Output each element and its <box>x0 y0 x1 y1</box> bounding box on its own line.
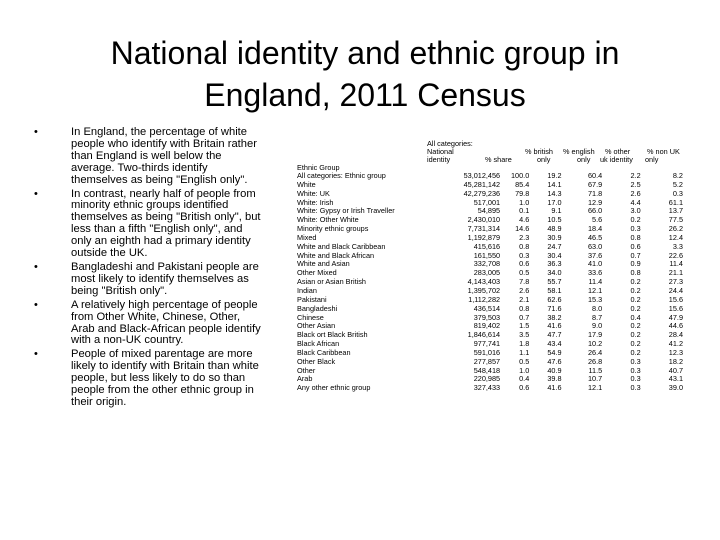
cell-pct-other-uk: 0.2 <box>630 330 641 340</box>
bullet-item <box>34 349 266 409</box>
cell-ethnic-group: Bangladeshi <box>297 303 338 313</box>
cell-pct-british-only: 47.7 <box>547 330 562 340</box>
cell-pct-british-only: 24.7 <box>547 241 562 251</box>
cell-ethnic-group: Other Mixed <box>297 268 337 278</box>
cell-pct-share: 1.8 <box>519 339 530 349</box>
header-uk-identity: uk identity <box>600 155 633 164</box>
cell-pct-non-uk: 40.7 <box>668 365 683 375</box>
header-national: National <box>427 147 454 156</box>
header-pct-share: % share <box>485 155 512 164</box>
cell-pct-british-only: 71.6 <box>547 303 562 313</box>
bullet-item <box>34 189 266 260</box>
cell-pct-share: 0.5 <box>519 356 530 366</box>
header-english-only: only <box>577 155 591 164</box>
cell-ethnic-group: White and Black African <box>297 250 375 260</box>
bullet-marker: • <box>34 187 38 200</box>
cell-pct-share: 0.1 <box>519 206 530 216</box>
cell-national-identity: 1,192,879 <box>467 232 501 242</box>
cell-national-identity: 332,708 <box>473 259 501 269</box>
cell-pct-british-only: 54.9 <box>547 347 562 357</box>
cell-national-identity: 379,503 <box>473 312 501 322</box>
cell-ethnic-group: Minority ethnic groups <box>297 224 369 234</box>
cell-ethnic-group: White and Asian <box>297 259 350 269</box>
cell-pct-other-uk: 0.2 <box>630 215 641 225</box>
cell-national-identity: 517,001 <box>473 197 501 207</box>
cell-national-identity: 283,005 <box>473 268 501 278</box>
cell-ethnic-group: Arab <box>297 374 313 384</box>
cell-pct-non-uk: 5.2 <box>672 179 683 189</box>
cell-pct-other-uk: 0.4 <box>630 312 641 322</box>
cell-national-identity: 7,731,314 <box>467 224 501 234</box>
cell-pct-non-uk: 43.1 <box>668 374 683 384</box>
cell-pct-other-uk: 0.2 <box>630 347 641 357</box>
cell-pct-other-uk: 0.2 <box>630 339 641 349</box>
cell-ethnic-group: Chinese <box>297 312 324 322</box>
cell-pct-other-uk: 0.7 <box>630 250 641 260</box>
cell-ethnic-group: Black African <box>297 339 340 349</box>
cell-pct-english-only: 26.4 <box>587 347 603 357</box>
cell-pct-english-only: 12.9 <box>587 197 603 207</box>
cell-pct-other-uk: 3.0 <box>630 206 641 216</box>
cell-pct-british-only: 40.9 <box>547 365 562 375</box>
header-pct-english: % english <box>563 147 595 156</box>
census-table <box>297 140 697 393</box>
cell-pct-other-uk: 0.2 <box>630 277 641 287</box>
cell-national-identity: 54,895 <box>477 206 501 216</box>
cell-pct-share: 79.8 <box>515 188 530 198</box>
cell-pct-share: 0.8 <box>519 241 530 251</box>
cell-ethnic-group: All categories: Ethnic group <box>297 171 386 180</box>
cell-pct-english-only: 17.9 <box>587 330 603 340</box>
cell-pct-british-only: 9.1 <box>551 206 562 216</box>
header-ethnic-group: Ethnic Group <box>297 163 340 172</box>
cell-pct-british-only: 36.3 <box>547 259 562 269</box>
cell-pct-english-only: 60.4 <box>587 171 603 180</box>
cell-ethnic-group: Other Black <box>297 356 336 366</box>
cell-national-identity: 53,012,456 <box>463 171 501 180</box>
cell-pct-british-only: 41.6 <box>547 383 562 393</box>
cell-pct-other-uk: 0.8 <box>630 232 641 242</box>
cell-pct-british-only: 41.6 <box>547 321 562 331</box>
cell-pct-share: 1.0 <box>519 365 530 375</box>
cell-pct-non-uk: 11.4 <box>669 259 683 269</box>
cell-pct-other-uk: 4.4 <box>630 197 641 207</box>
cell-pct-english-only: 12.1 <box>587 285 603 295</box>
bullet-item <box>34 262 266 298</box>
cell-pct-share: 2.6 <box>519 285 530 295</box>
cell-pct-other-uk: 0.9 <box>630 259 641 269</box>
cell-pct-british-only: 48.9 <box>547 224 562 234</box>
cell-pct-non-uk: 18.2 <box>668 356 683 366</box>
cell-pct-english-only: 10.7 <box>587 374 603 384</box>
cell-pct-other-uk: 0.3 <box>630 356 641 366</box>
cell-pct-non-uk: 12.3 <box>668 347 683 357</box>
cell-pct-non-uk: 39.0 <box>668 383 683 393</box>
cell-pct-other-uk: 0.2 <box>630 321 641 331</box>
cell-pct-british-only: 19.2 <box>547 171 562 180</box>
cell-pct-share: 1.1 <box>519 347 530 357</box>
bullet-text: A relatively high percentage of people from Other White, Chinese, Other, Arab and Black-African people identify with a non-UK country. <box>71 298 261 347</box>
bullet-marker: • <box>34 348 38 361</box>
cell-pct-english-only: 12.1 <box>587 383 603 393</box>
cell-pct-non-uk: 61.1 <box>668 197 683 207</box>
cell-pct-non-uk: 47.9 <box>668 312 683 322</box>
cell-pct-other-uk: 0.3 <box>630 374 641 384</box>
header-non-uk-only: only <box>645 155 659 164</box>
cell-pct-english-only: 9.0 <box>592 321 603 331</box>
cell-national-identity: 1,846,614 <box>467 330 501 340</box>
cell-pct-british-only: 55.7 <box>547 277 562 287</box>
cell-national-identity: 1,112,282 <box>468 294 501 304</box>
cell-pct-share: 85.4 <box>515 179 530 189</box>
cell-pct-other-uk: 0.6 <box>630 241 641 251</box>
cell-pct-british-only: 39.8 <box>547 374 562 384</box>
cell-pct-share: 0.6 <box>519 383 530 393</box>
cell-pct-british-only: 58.1 <box>547 285 562 295</box>
cell-pct-english-only: 10.2 <box>587 339 603 349</box>
cell-pct-other-uk: 0.2 <box>630 294 641 304</box>
cell-pct-british-only: 30.4 <box>547 250 562 260</box>
cell-national-identity: 548,418 <box>473 365 501 375</box>
cell-pct-share: 1.5 <box>519 321 530 331</box>
cell-ethnic-group: White: Other White <box>297 215 359 225</box>
cell-national-identity: 819,402 <box>473 321 501 331</box>
cell-pct-english-only: 11.5 <box>588 365 603 375</box>
cell-pct-share: 0.7 <box>519 312 530 322</box>
cell-pct-share: 0.5 <box>519 268 530 278</box>
cell-pct-share: 2.1 <box>519 294 530 304</box>
cell-pct-other-uk: 0.3 <box>630 383 641 393</box>
cell-pct-non-uk: 3.3 <box>672 241 683 251</box>
cell-pct-british-only: 10.5 <box>547 215 562 225</box>
cell-pct-english-only: 71.8 <box>587 188 603 198</box>
cell-pct-british-only: 17.0 <box>547 197 562 207</box>
cell-pct-other-uk: 0.3 <box>630 224 641 234</box>
cell-pct-other-uk: 2.5 <box>630 179 641 189</box>
cell-pct-non-uk: 0.3 <box>672 188 683 198</box>
cell-national-identity: 1,395,702 <box>467 285 501 295</box>
cell-national-identity: 277,857 <box>473 356 501 366</box>
bullet-text: In England, the percentage of white people who identify with Britain rather than England is well below the average. Two-thirds identify themselves as being "English only". <box>71 126 257 186</box>
header-british-only: only <box>537 155 551 164</box>
cell-ethnic-group: Any other ethnic group <box>297 383 371 393</box>
cell-pct-share: 100.0 <box>511 171 530 180</box>
cell-ethnic-group: Other Asian <box>297 321 336 331</box>
cell-pct-english-only: 67.9 <box>587 179 603 189</box>
cell-pct-other-uk: 2.2 <box>630 171 641 180</box>
cell-pct-share: 3.5 <box>519 330 530 340</box>
cell-pct-non-uk: 22.6 <box>668 250 683 260</box>
cell-pct-english-only: 37.6 <box>587 250 603 260</box>
cell-pct-share: 1.0 <box>519 197 530 207</box>
cell-pct-british-only: 47.6 <box>547 356 562 366</box>
cell-pct-non-uk: 15.6 <box>668 294 683 304</box>
cell-pct-english-only: 5.6 <box>592 215 603 225</box>
cell-ethnic-group: Asian or Asian British <box>297 277 366 287</box>
cell-pct-non-uk: 24.4 <box>668 285 683 295</box>
cell-pct-non-uk: 26.2 <box>668 224 683 234</box>
cell-pct-british-only: 38.2 <box>547 312 562 322</box>
cell-ethnic-group: Pakistani <box>297 294 327 304</box>
cell-national-identity: 436,514 <box>473 303 501 313</box>
cell-pct-english-only: 18.4 <box>587 224 603 234</box>
data-table <box>297 172 697 393</box>
cell-ethnic-group: White: UK <box>297 188 330 198</box>
bullet-list <box>34 127 266 411</box>
cell-ethnic-group: Other <box>297 365 316 375</box>
table-body <box>297 172 697 393</box>
bullet-marker: • <box>34 298 38 311</box>
cell-pct-non-uk: 13.7 <box>668 206 683 216</box>
bullet-text: In contrast, nearly half of people from minority ethnic groups identified themselves as being "British only", but less than a fifth "English only", and only an eighth had a primary identity outside the UK. <box>71 187 261 260</box>
cell-pct-share: 4.6 <box>519 215 530 225</box>
cell-national-identity: 2,430,010 <box>467 215 501 225</box>
cell-pct-british-only: 43.4 <box>547 339 562 349</box>
header-identity: identity <box>427 155 451 164</box>
cell-pct-english-only: 33.6 <box>587 268 603 278</box>
cell-pct-english-only: 26.8 <box>587 356 603 366</box>
cell-pct-other-uk: 0.2 <box>630 285 641 295</box>
cell-pct-non-uk: 41.2 <box>668 339 683 349</box>
cell-pct-non-uk: 44.6 <box>668 321 683 331</box>
cell-pct-other-uk: 0.8 <box>630 268 641 278</box>
cell-national-identity: 415,616 <box>473 241 501 251</box>
cell-pct-other-uk: 0.2 <box>630 303 641 313</box>
cell-ethnic-group: White and Black Caribbean <box>297 241 386 251</box>
cell-ethnic-group: White: Gypsy or Irish Traveller <box>297 206 395 216</box>
cell-pct-british-only: 14.3 <box>547 188 562 198</box>
cell-pct-share: 0.4 <box>519 374 530 384</box>
cell-pct-non-uk: 8.2 <box>672 171 683 180</box>
cell-pct-non-uk: 15.6 <box>668 303 683 313</box>
bullet-text: Bangladeshi and Pakistani people are most likely to identify themselves as being "British only". <box>71 260 259 297</box>
cell-pct-share: 0.6 <box>519 259 530 269</box>
cell-pct-british-only: 30.9 <box>547 232 562 242</box>
cell-pct-other-uk: 2.6 <box>630 188 641 198</box>
cell-ethnic-group: Indian <box>297 285 317 295</box>
cell-pct-english-only: 41.0 <box>587 259 603 269</box>
cell-pct-share: 2.3 <box>519 232 530 242</box>
cell-national-identity: 42,279,236 <box>463 188 501 198</box>
cell-pct-non-uk: 12.4 <box>668 232 683 242</box>
cell-national-identity: 4,143,403 <box>467 277 501 287</box>
cell-pct-share: 0.3 <box>519 250 530 260</box>
cell-pct-share: 7.8 <box>519 277 530 287</box>
bullet-item <box>34 300 266 348</box>
cell-ethnic-group: Black ort Black British <box>297 330 368 340</box>
header-all-categories: All categories: <box>427 139 473 148</box>
cell-pct-english-only: 15.3 <box>587 294 603 304</box>
cell-pct-share: 0.8 <box>519 303 530 313</box>
cell-national-identity: 977,741 <box>473 339 501 349</box>
cell-national-identity: 220,985 <box>473 374 501 384</box>
bullet-marker: • <box>34 260 38 273</box>
bullet-item <box>34 127 266 187</box>
cell-national-identity: 327,433 <box>473 383 501 393</box>
table-row <box>297 384 697 393</box>
cell-pct-english-only: 8.7 <box>592 312 603 322</box>
cell-national-identity: 45,281,142 <box>463 179 501 189</box>
cell-pct-british-only: 14.1 <box>547 179 562 189</box>
cell-pct-english-only: 63.0 <box>587 241 603 251</box>
cell-national-identity: 591,016 <box>473 347 501 357</box>
cell-ethnic-group: White: Irish <box>297 197 334 207</box>
cell-pct-english-only: 46.5 <box>587 232 603 242</box>
cell-pct-non-uk: 77.5 <box>668 215 683 225</box>
cell-pct-non-uk: 27.3 <box>668 277 683 287</box>
cell-pct-english-only: 11.4 <box>588 277 603 287</box>
cell-pct-english-only: 8.0 <box>592 303 603 313</box>
header-pct-other: % other <box>605 147 631 156</box>
cell-pct-other-uk: 0.3 <box>630 365 641 375</box>
cell-pct-british-only: 62.6 <box>547 294 562 304</box>
cell-pct-non-uk: 28.4 <box>668 330 683 340</box>
cell-ethnic-group: White <box>297 179 316 189</box>
header-pct-non-uk: % non UK <box>647 147 680 156</box>
cell-national-identity: 161,550 <box>473 250 501 260</box>
cell-ethnic-group: Mixed <box>297 232 317 242</box>
cell-ethnic-group: Black Caribbean <box>297 347 351 357</box>
slide-title <box>40 32 690 116</box>
title-line-1: National identity and ethnic group in <box>110 35 620 71</box>
table-header <box>297 140 697 172</box>
bullet-text: People of mixed parentage are more likely to identify with Britain than white people, but less likely to do so than people from the other ethnic group in their origin. <box>71 348 259 408</box>
header-pct-british: % british <box>525 147 553 156</box>
title-line-2: England, 2011 Census <box>204 77 526 113</box>
cell-pct-share: 14.6 <box>515 224 530 234</box>
cell-pct-british-only: 34.0 <box>547 268 562 278</box>
cell-pct-english-only: 66.0 <box>587 206 603 216</box>
bullet-marker: • <box>34 126 38 138</box>
cell-pct-non-uk: 21.1 <box>668 268 683 278</box>
